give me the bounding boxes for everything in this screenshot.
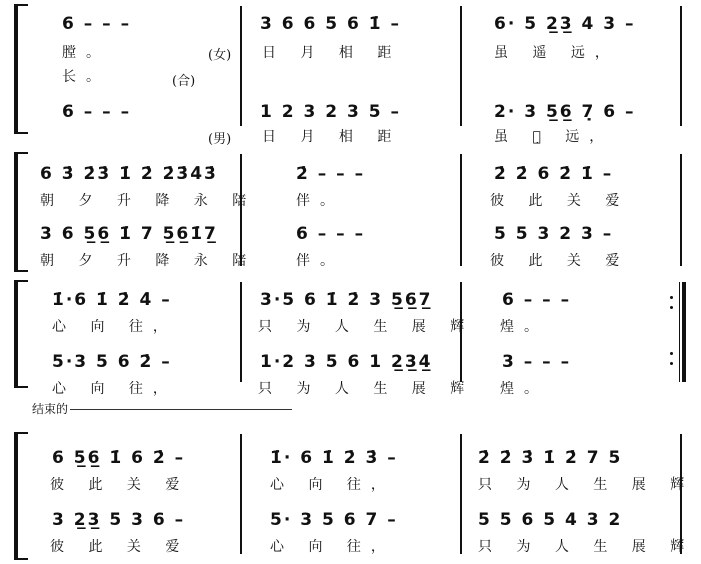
barline xyxy=(460,6,462,126)
lyric-text: 彼 此 关 爱 xyxy=(50,539,190,555)
lyric-text: 彼 此 关 爱 xyxy=(490,193,630,209)
lyric-text: 日 月 相 距 xyxy=(262,45,402,61)
measure-notes: 3·5 6 1̇ 2̇ 3 5̲6̲7̲ xyxy=(260,290,433,310)
measure-notes: 5 5 3 2 3 – xyxy=(494,224,614,244)
voice-label-female: (女) xyxy=(208,48,232,63)
lyric-text: 只 为 人 生 展 辉 xyxy=(478,539,695,555)
measure-notes: 5 5 6 5 4 3 2 xyxy=(478,510,623,530)
measure-notes: 5·3 5 6 2̇ – xyxy=(52,352,172,372)
lyric-text: 伴。 xyxy=(296,253,344,269)
repeat-end-barline xyxy=(678,282,686,382)
lyric-text: 心 向 往， xyxy=(52,381,177,397)
lyric-text: 只 为 人 生 展 辉 xyxy=(258,381,475,397)
measure-notes: 1̇· 6 1̇ 2̇ 3̇ – xyxy=(270,448,398,468)
system-brace xyxy=(14,432,28,560)
lyric-text: 心 向 往， xyxy=(270,477,395,493)
ending-label: 结束的 xyxy=(32,402,69,416)
lyric-text: 虽 遥̣ 远， xyxy=(494,129,614,145)
measure-notes: 1̇·6 1̇ 2̇ 4̇ – xyxy=(52,290,172,310)
measure-notes: 2̇ 2̇ 3̇ 1̇ 2̇ 7 5 xyxy=(478,448,623,468)
system-brace xyxy=(14,280,28,388)
lyric-text: 长。 xyxy=(62,69,110,85)
measure-notes: 6 – – – xyxy=(62,102,132,122)
lyric-text: 只 为 人 生 展 辉 xyxy=(478,477,695,493)
barline xyxy=(460,434,462,554)
voice-label-male: (男) xyxy=(208,132,232,147)
measure-notes: 3 – – – xyxy=(502,352,572,372)
barline xyxy=(460,154,462,266)
lyric-text: 朝 夕 升 降 永 陪 xyxy=(40,253,257,269)
lyric-text: 朝 夕 升 降 永 陪 xyxy=(40,193,257,209)
barline xyxy=(680,154,682,266)
barline xyxy=(240,434,242,554)
barline xyxy=(680,6,682,126)
measure-notes: 6 3̇ 2̇3̇ 1̇ 2̇ 2̇3̇4̇3̇ xyxy=(40,164,218,184)
lyric-text: 彼 此 关 爱 xyxy=(50,477,190,493)
lyric-text: 心 向 往， xyxy=(52,319,177,335)
lyric-text: 彼 此 关 爱 xyxy=(490,253,630,269)
measure-notes: 3 6 6 5 6 1̇ – xyxy=(260,14,401,34)
lyric-text: 煌。 xyxy=(500,319,548,335)
lyric-text: 日 月 相 距 xyxy=(262,129,402,145)
measure-notes: 6 – – – xyxy=(502,290,572,310)
voice-label-chorus: (合) xyxy=(172,74,196,89)
lyric-text: 虽 遥 远， xyxy=(494,45,619,61)
measure-notes: 2̇ – – – xyxy=(296,164,366,184)
measure-notes: 6 – – – xyxy=(62,14,132,34)
measure-notes: 6 5̲6̲ 1̇ 6 2̇ – xyxy=(52,448,186,468)
measure-notes: 3 6 5̲6̲ 1̇ 7 5̲6̲1̇7̲ xyxy=(40,224,218,244)
measure-notes: 5· 3 5 6 7 – xyxy=(270,510,398,530)
barline xyxy=(240,6,242,126)
system-brace xyxy=(14,4,28,134)
measure-notes: 2· 3 5̲6̲ 7̣ 6 – xyxy=(494,102,636,122)
measure-notes: 3 2̲3̲ 5 3 6 – xyxy=(52,510,186,530)
measure-notes: 6· 5 2̲3̲ 4 3 – xyxy=(494,14,636,34)
measure-notes: 2̇ 2̇ 6 2̇ 1̇ – xyxy=(494,164,614,184)
lyric-text: 煌。 xyxy=(500,381,548,397)
lyric-text: 伴。 xyxy=(296,193,344,209)
measure-notes: 6 – – – xyxy=(296,224,366,244)
measure-notes: 1·2 3 5 6 1 2̲3̲4̲ xyxy=(260,352,433,372)
barline xyxy=(240,282,242,382)
lyric-text: 膛。 xyxy=(62,45,110,61)
measure-notes: 1 2 3 2 3 5 – xyxy=(260,102,401,122)
ending-marker xyxy=(32,400,292,417)
lyric-text: 只 为 人 生 展 辉 xyxy=(258,319,475,335)
lyric-text: 心 向 往， xyxy=(270,539,395,555)
system-brace xyxy=(14,152,28,272)
